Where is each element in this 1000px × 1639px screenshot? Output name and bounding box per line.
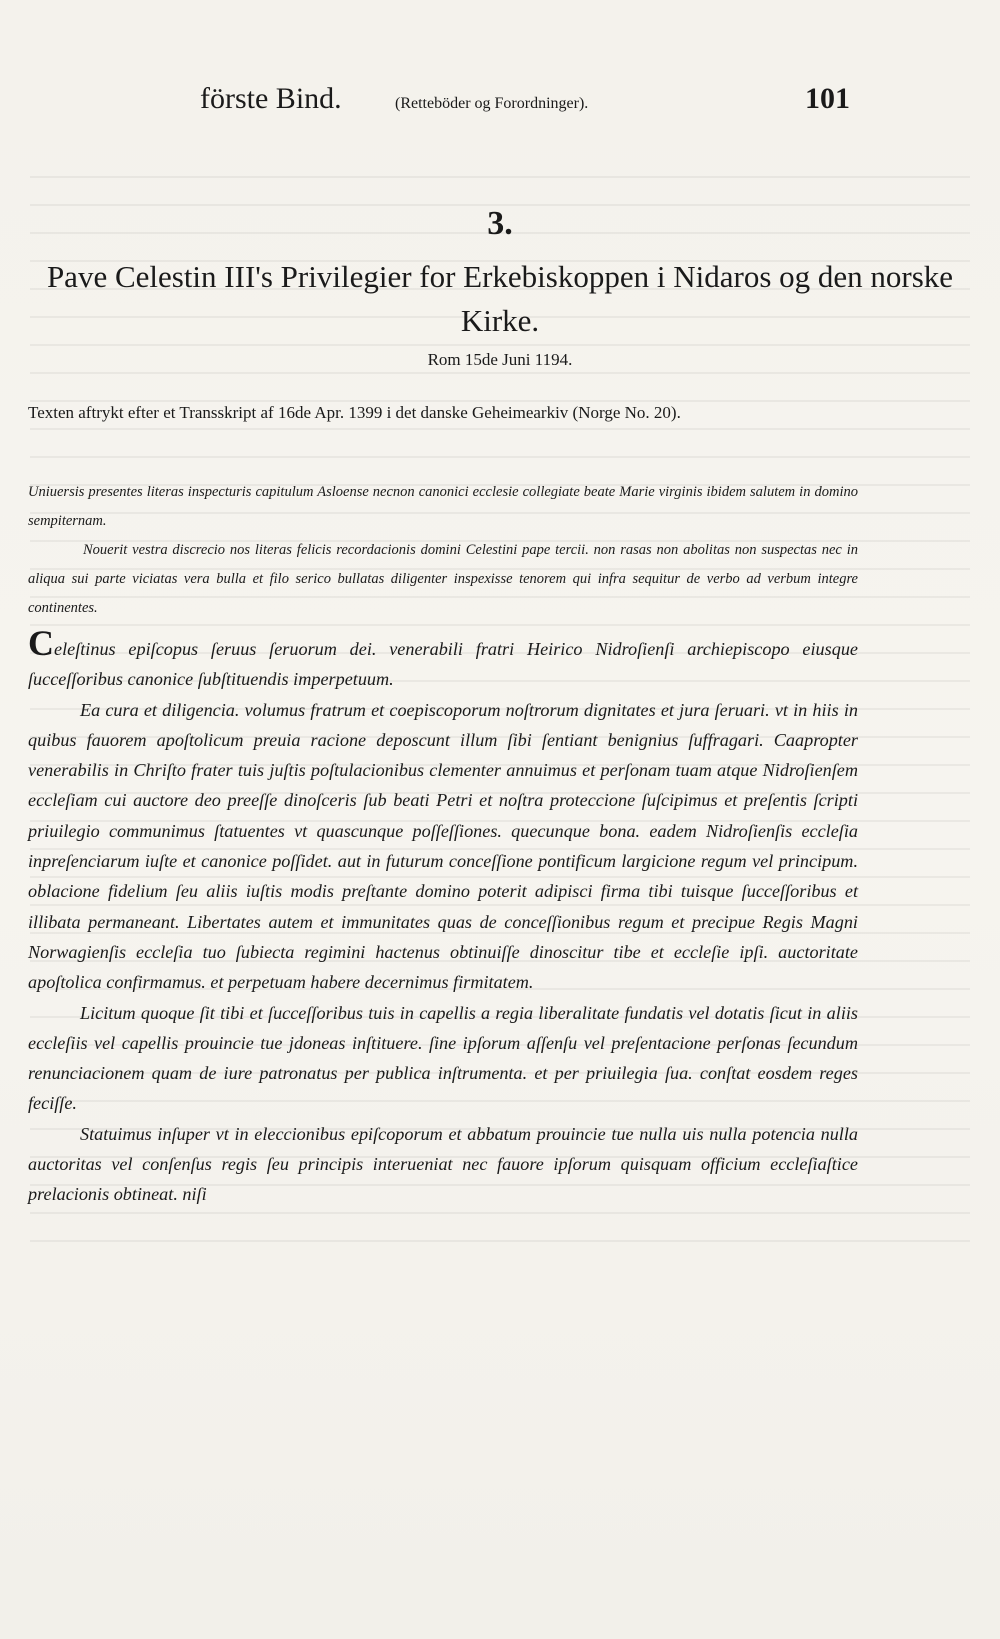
editorial-note: Texten aftrykt efter et Transskript af 16de Apr. 1399 i det danske Geheimearkiv (Norge No. 20). [28,403,681,422]
drop-initial: C [28,623,54,663]
running-head [200,82,860,126]
running-head-subtitle: (Retteböder og Forordninger). [395,95,589,112]
bull-paragraph [28,623,858,695]
document-title: Pave Celestin III's Privilegier for Erkebiskoppen i Nidaros og den norske Kirke. [46,259,954,338]
document-number: 3. [487,205,513,242]
bull-paragraph: Ea cura et diligencia. volumus fratrum et coepiscoporum noſtrorum dignitates et jura ſeruari. vt in hiis in quibus fauorem apoſtolicum preuia racione deposcunt illum ſibi ſentiant benignius ſuffragari. Caapropter venerabilis in Chriſto frater tuis juſtis poſtulacionibus clementer annuimus et perſonam tuam atque Nidroſienſem eccleſiam cui auctore deo preeſſe dinoſceris ſub beati Petri et noſtra proteccione ſuſcipimus et preſentis ſcripti priuilegio communimus ſtatuentes vt quascunque poſſeſſiones. quecunque bona. eadem Nidroſienſis eccleſia inpreſenciarum iuſte et canonice poſſidet. aut in futurum conceſſione pontificum largicione regum vel principum. oblacione fidelium ſeu aliis iuſtis modis preſtante domino poterit adipisci firma tibi tuisque ſucceſſoribus et illibata permaneant. Libertates autem et immunitates quas de conceſſionibus regum et precipue Regis Magni Norwagienſis eccleſia tuo ſubiecta regimini hactenus obtinuiſſe dinoscitur tibe et eccleſie ipſi. auctoritate apoſtolica confirmamus. et perpetuam habere decernimus firmitatem. [28,699,858,993]
page-number: 101 [805,82,850,115]
bull-paragraph: Licitum quoque ſit tibi et ſucceſſoribus tuis in capellis a regia liberalitate fundatis vel dotatis ſicut in aliis eccleſiis vel capellis prouincie tue jdoneas inſtituere. ſine ipſorum aſſenſu vel preſentacione perſonas ſecundum renunciacionem quam de iure patronatus per publica inſtrumenta. et per priuilegia ſua. conſtat eosdem reges feciſſe. [28,1002,858,1114]
bull-paragraph: Statuimus inſuper vt in eleccionibus epiſcoporum et abbatum prouincie tue nulla uis nulla potencia nulla auctoritas vel conſenſus regis ſeu principis interueniat nec fauore ipſorum quisquam officium eccleſiaſtice prelacionis obtineat. niſi [28,1123,858,1205]
notarial-paragraph: Uniuersis presentes literas inspecturis capitulum Asloense necnon canonici ecclesie collegiate beate Marie virginis ibidem salutem in domino sempiternam. [28,484,858,529]
notarial-paragraph: Nouerit vestra discrecio nos literas felicis recordacionis domini Celestini pape tercii. non rasas non abolitas non suspectas nec in aliqua sui parte viciatas vera bulla et filo serico bullatas diligenter inspexisse tenorem qui infra sequitur de verbo ad verbum integre continentes. [28,542,858,616]
running-head-title: förste Bind. [200,82,342,115]
document-place-date: Rom 15de Juni 1194. [427,350,573,369]
bull-paragraph-text: eleſtinus epiſcopus ſeruus ſeruorum dei. venerabili fratri Heirico Nidroſienſi archiepiscopo eiusque ſucceſſoribus canonice ſubſtituendis imperpetuum. [28,639,858,690]
papal-bull-text [28,623,858,1210]
notarial-preamble [28,478,858,623]
